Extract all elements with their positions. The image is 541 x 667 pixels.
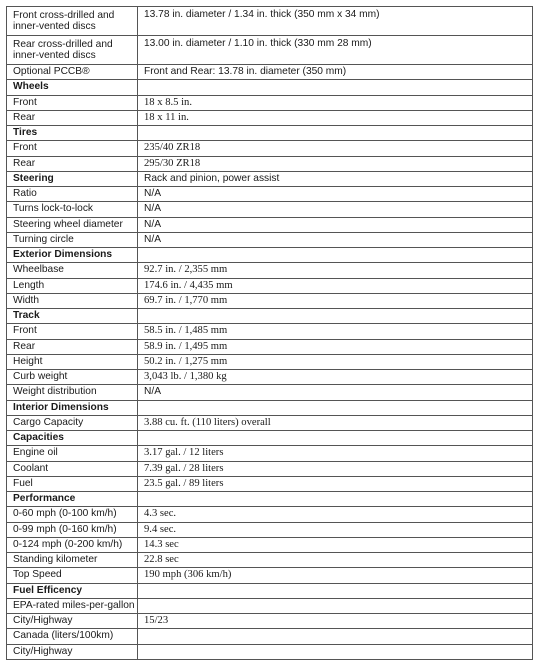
table-row [7, 293, 533, 308]
row-label: City/Highway [7, 614, 138, 629]
row-value: 14.3 sec [138, 537, 533, 552]
row-value: 7.39 gal. / 28 liters [138, 461, 533, 476]
section-header-row [7, 171, 533, 186]
section-title-capacities: Capacities [7, 431, 138, 446]
row-label: Standing kilometer [7, 553, 138, 568]
table-row [7, 110, 533, 125]
section-title-steering: Steering [7, 171, 138, 186]
table-row [7, 7, 533, 36]
table-row [7, 507, 533, 522]
row-label: Engine oil [7, 446, 138, 461]
row-label: Coolant [7, 461, 138, 476]
row-value: 13.00 in. diameter / 1.10 in. thick (330 mm 28 mm) [138, 36, 533, 65]
row-value: N/A [138, 187, 533, 202]
table-row [7, 232, 533, 247]
table-row [7, 141, 533, 156]
row-label: Front [7, 324, 138, 339]
row-value: 18 x 11 in. [138, 110, 533, 125]
row-label: 0-124 mph (0-200 km/h) [7, 537, 138, 552]
row-label: Width [7, 293, 138, 308]
section-header-row [7, 80, 533, 95]
row-label: Front [7, 141, 138, 156]
row-label: 0-60 mph (0-100 km/h) [7, 507, 138, 522]
table-row [7, 629, 533, 644]
row-value: 174.6 in. / 4,435 mm [138, 278, 533, 293]
section-value [138, 309, 533, 324]
row-label: Length [7, 278, 138, 293]
row-label: Turning circle [7, 232, 138, 247]
table-row [7, 415, 533, 430]
row-value [138, 598, 533, 613]
row-label: Turns lock-to-lock [7, 202, 138, 217]
row-value: N/A [138, 385, 533, 400]
row-value: 15/23 [138, 614, 533, 629]
section-value [138, 248, 533, 263]
table-row [7, 263, 533, 278]
row-label: Steering wheel diameter [7, 217, 138, 232]
section-header-row [7, 492, 533, 507]
table-row [7, 553, 533, 568]
row-value: Front and Rear: 13.78 in. diameter (350 mm) [138, 65, 533, 80]
row-label: Canada (liters/100km) [7, 629, 138, 644]
row-label: Front [7, 95, 138, 110]
table-row [7, 370, 533, 385]
table-row [7, 187, 533, 202]
row-value: 23.5 gal. / 89 liters [138, 476, 533, 491]
table-row [7, 644, 533, 659]
section-value: Rack and pinion, power assist [138, 171, 533, 186]
table-row [7, 385, 533, 400]
row-value: 18 x 8.5 in. [138, 95, 533, 110]
row-value: 69.7 in. / 1,770 mm [138, 293, 533, 308]
table-row [7, 461, 533, 476]
row-value: 58.9 in. / 1,495 mm [138, 339, 533, 354]
section-header-row [7, 309, 533, 324]
row-label: Wheelbase [7, 263, 138, 278]
section-value [138, 583, 533, 598]
row-label: Front cross-drilled and inner-vented discs [7, 7, 138, 36]
table-row [7, 339, 533, 354]
row-value: N/A [138, 217, 533, 232]
table-row [7, 614, 533, 629]
row-value: 58.5 in. / 1,485 mm [138, 324, 533, 339]
section-value [138, 400, 533, 415]
section-title-interior: Interior Dimensions [7, 400, 138, 415]
row-value: 235/40 ZR18 [138, 141, 533, 156]
section-title-performance: Performance [7, 492, 138, 507]
row-label: Optional PCCB® [7, 65, 138, 80]
table-row [7, 568, 533, 583]
section-header-row [7, 126, 533, 141]
row-label: Top Speed [7, 568, 138, 583]
section-header-row [7, 431, 533, 446]
section-title-exterior: Exterior Dimensions [7, 248, 138, 263]
section-header-row [7, 248, 533, 263]
row-value [138, 644, 533, 659]
table-row [7, 476, 533, 491]
row-label: Weight distribution [7, 385, 138, 400]
section-value [138, 80, 533, 95]
table-row [7, 65, 533, 80]
row-value: 295/30 ZR18 [138, 156, 533, 171]
row-label: Rear cross-drilled and inner-vented discs [7, 36, 138, 65]
row-label: Fuel [7, 476, 138, 491]
row-label: 0-99 mph (0-160 km/h) [7, 522, 138, 537]
section-title-wheels: Wheels [7, 80, 138, 95]
row-value: 190 mph (306 km/h) [138, 568, 533, 583]
table-row [7, 598, 533, 613]
table-row [7, 324, 533, 339]
row-label: Curb weight [7, 370, 138, 385]
table-row [7, 202, 533, 217]
table-row [7, 95, 533, 110]
table-row [7, 354, 533, 369]
row-value: 92.7 in. / 2,355 mm [138, 263, 533, 278]
section-value [138, 431, 533, 446]
row-value: N/A [138, 232, 533, 247]
row-label: Rear [7, 339, 138, 354]
row-label: Rear [7, 156, 138, 171]
row-value: 9.4 sec. [138, 522, 533, 537]
table-row [7, 537, 533, 552]
table-row [7, 278, 533, 293]
table-row [7, 217, 533, 232]
row-value: N/A [138, 202, 533, 217]
row-label: City/Highway [7, 644, 138, 659]
row-value: 22.8 sec [138, 553, 533, 568]
section-header-row [7, 400, 533, 415]
row-value: 3.17 gal. / 12 liters [138, 446, 533, 461]
section-title-tires: Tires [7, 126, 138, 141]
section-title-fuel: Fuel Efficency [7, 583, 138, 598]
row-label: EPA-rated miles-per-gallon [7, 598, 138, 613]
row-value: 50.2 in. / 1,275 mm [138, 354, 533, 369]
section-title-track: Track [7, 309, 138, 324]
section-value [138, 492, 533, 507]
row-value: 13.78 in. diameter / 1.34 in. thick (350 mm x 34 mm) [138, 7, 533, 36]
section-value [138, 126, 533, 141]
row-label: Height [7, 354, 138, 369]
table-row [7, 36, 533, 65]
table-row [7, 522, 533, 537]
row-label: Rear [7, 110, 138, 125]
row-label: Ratio [7, 187, 138, 202]
table-row [7, 156, 533, 171]
row-value: 3,043 lb. / 1,380 kg [138, 370, 533, 385]
row-value [138, 629, 533, 644]
row-value: 3.88 cu. ft. (110 liters) overall [138, 415, 533, 430]
specifications-table [6, 6, 533, 660]
table-row [7, 446, 533, 461]
row-label: Cargo Capacity [7, 415, 138, 430]
section-header-row [7, 583, 533, 598]
row-value: 4.3 sec. [138, 507, 533, 522]
